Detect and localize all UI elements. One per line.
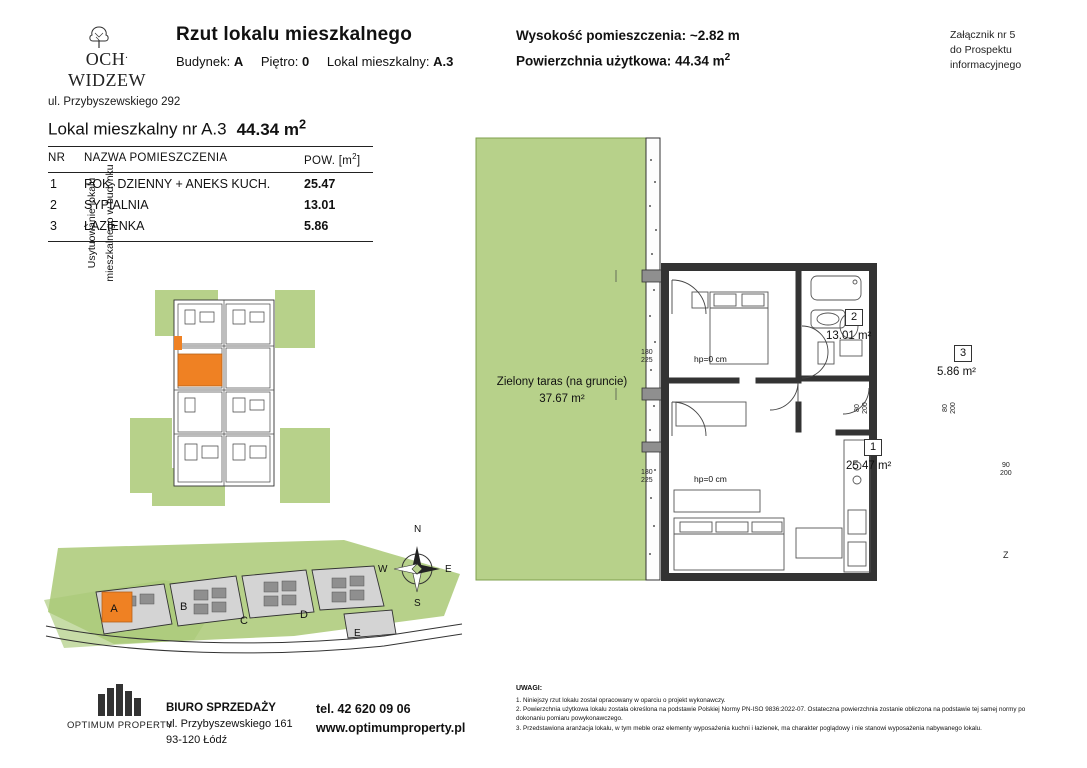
sales-office-address-1: ul. Przybyszewskiego 161 bbox=[166, 717, 293, 730]
row-name: ŁAZIENKA bbox=[84, 219, 145, 233]
compass-w: W bbox=[378, 564, 388, 575]
annex-line-1: Załącznik nr 5 bbox=[950, 29, 1016, 41]
sales-office-address-2: 93-120 Łódź bbox=[166, 733, 228, 746]
note-3: 3. Przedstawiona aranżacja lokalu, w tym meble oraz elementy wyposażenia kuchni i łazienek, ma charakter poglądowy i nie stanowi wyposażenia nabywanego lokalu. bbox=[516, 724, 982, 732]
unit-heading-text: Lokal mieszkalny nr A.3 bbox=[48, 119, 227, 139]
annex-line-3: informacyjnego bbox=[950, 59, 1022, 72]
room-area-1: 25.47 m² bbox=[846, 460, 892, 472]
header-specs bbox=[516, 28, 846, 78]
annex-reference bbox=[950, 28, 1070, 74]
site-label-d: D bbox=[300, 609, 308, 621]
col-name: NAZWA POMIESZCZENIA bbox=[84, 152, 228, 164]
hp-label-b: hp=0 cm bbox=[694, 474, 727, 484]
site-label-a: A bbox=[110, 603, 118, 615]
row-name: POK. DZIENNY + ANEKS KUCH. bbox=[84, 177, 271, 191]
site-label-c: C bbox=[240, 615, 248, 627]
unit-label: Lokal mieszkalny: bbox=[326, 54, 430, 69]
locator-label-line-1: Usytuowanie lokalu bbox=[86, 177, 98, 269]
building-value: A bbox=[233, 54, 244, 69]
header-title-block bbox=[176, 24, 496, 69]
site-label-b: B bbox=[180, 601, 188, 613]
row-area: 13.01 bbox=[304, 198, 336, 212]
unit-value: A.3 bbox=[433, 54, 454, 69]
optimum-property-icon bbox=[60, 684, 180, 718]
compass-e: E bbox=[445, 564, 452, 575]
room-number-3: 3 bbox=[954, 345, 972, 362]
kitchen-letter: Z bbox=[1003, 550, 1009, 560]
door-dim-c: 90 200 bbox=[1000, 462, 1012, 478]
highlighted-unit bbox=[178, 354, 222, 386]
note-2: 2. Powierzchnia użytkowa lokalu została określona na podstawie Polskiej Normy PN-ISO 9836:2022-07. Ostateczna powierzchnia zostanie obliczona na podstawie tej samej normy po dokonaniu pomiaru powykonawczego. bbox=[516, 705, 1026, 723]
room-area-3: 5.86 m² bbox=[937, 366, 976, 378]
window-dim-b: 180 225 bbox=[641, 469, 653, 485]
terrace-name: Zielony taras (na gruncie) bbox=[496, 376, 628, 388]
room-area-2: 13.01 m² bbox=[826, 330, 872, 342]
hp-label-a: hp=0 cm bbox=[694, 354, 727, 364]
street-address: ul. Przybyszewskiego 292 bbox=[48, 96, 181, 108]
row-nr: 3 bbox=[50, 219, 57, 233]
row-nr: 1 bbox=[50, 177, 57, 191]
window-dim-a: 180 225 bbox=[641, 349, 653, 365]
row-name: SYPIALNIA bbox=[84, 198, 149, 212]
row-area: 25.47 bbox=[304, 177, 336, 191]
floor-plan bbox=[466, 130, 1066, 590]
row-area: 5.86 bbox=[304, 219, 329, 233]
tree-icon bbox=[86, 24, 112, 50]
page-title: Rzut lokalu mieszkalnego bbox=[176, 24, 413, 45]
brand-logo bbox=[48, 24, 166, 90]
unit-heading: Lokal mieszkalny nr A.3 44.34 $m^2$ bbox=[48, 116, 307, 139]
site-label-e: E bbox=[354, 628, 361, 639]
legal-notes bbox=[516, 684, 1046, 733]
brand-name: OCH. WIDZEW bbox=[68, 49, 146, 90]
room-height: Wysokość pomieszczenia: ~2.82 m bbox=[516, 28, 740, 43]
locator-label-line-2: mieszkalnego w budynku bbox=[104, 164, 116, 282]
terrace-area-value: 37.67 m² bbox=[539, 393, 585, 406]
row-nr: 2 bbox=[50, 198, 57, 212]
usable-area: Powierzchnia użytkowa: 44.34 $m^2$ bbox=[516, 52, 731, 69]
contact-block bbox=[316, 700, 516, 738]
door-dim-b: 80 200 bbox=[941, 402, 957, 414]
compass-s: S bbox=[414, 598, 421, 609]
compass-n: N bbox=[414, 524, 422, 535]
building-label: Budynek: bbox=[176, 54, 231, 69]
door-dim-a: 80 200 bbox=[853, 402, 869, 414]
building-locator-diagram bbox=[130, 278, 330, 508]
terrace-label bbox=[478, 374, 646, 409]
header-subtitle bbox=[176, 54, 496, 69]
annex-line-2: do Prospektu bbox=[950, 44, 1012, 57]
room-number-1: 1 bbox=[864, 439, 882, 456]
room-number-2: 2 bbox=[845, 309, 863, 326]
footer-logo bbox=[60, 684, 180, 736]
floor-label: Piętro: bbox=[260, 54, 299, 69]
website-link[interactable]: www.optimumproperty.pl bbox=[316, 720, 466, 735]
note-1: 1. Niniejszy rzut lokalu został opracowany w oparciu o projekt wykonawczy. bbox=[516, 696, 726, 704]
col-area: POW. $[m^2]$ bbox=[304, 152, 361, 167]
sales-office-title: BIURO SPRZEDAŻY bbox=[166, 702, 276, 714]
phone-number[interactable]: tel. 42 620 09 06 bbox=[316, 702, 411, 716]
col-nr: NR bbox=[48, 152, 66, 164]
terrace-area bbox=[476, 138, 646, 580]
compass-rose bbox=[374, 524, 460, 610]
floor-value: 0 bbox=[302, 54, 310, 69]
sales-office-block bbox=[166, 700, 316, 749]
notes-header: UWAGI: bbox=[516, 685, 543, 692]
footer-logo-caption: OPTIMUM PROPERTY bbox=[67, 720, 173, 731]
